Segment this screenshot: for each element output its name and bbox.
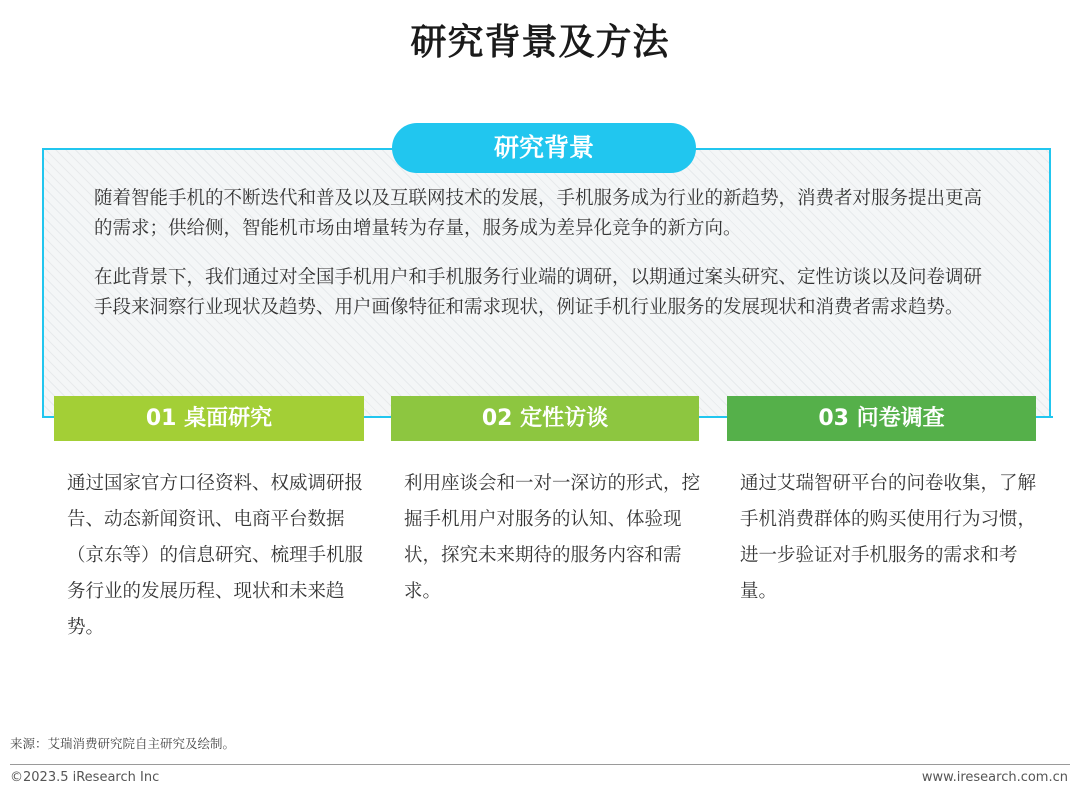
background-text: [94, 184, 999, 342]
connector-line: [1036, 416, 1053, 418]
source-note: 来源：艾瑞消费研究院自主研究及绘制。: [10, 736, 236, 751]
page-title: 研究背景及方法: [410, 22, 670, 63]
copyright-text: ©2023.5 iResearch Inc: [10, 770, 160, 785]
method-text-desk-research: 通过国家官方口径资料、权威调研报告、动态新闻资讯、电商平台数据（京东等）的信息研究、梳理手机服务行业的发展历程、现状和未来趋势。: [67, 473, 364, 638]
method-header-qualitative-interview: 02 定性访谈: [391, 396, 699, 441]
method-text-qualitative-interview: 利用座谈会和一对一深访的形式，挖掘手机用户对服务的认知、体验现状，探究未来期待的服务内容和需求。: [404, 473, 701, 602]
connector-line: [364, 416, 391, 418]
method-header-desk-research: 01 桌面研究: [54, 396, 364, 441]
background-paragraph-1: 随着智能手机的不断迭代和普及以及互联网技术的发展，手机服务成为行业的新趋势，消费者对服务提出更高的需求；供给侧，智能机市场由增量转为存量，服务成为差异化竞争的新方向。: [94, 188, 983, 239]
footer-divider: [10, 764, 1070, 765]
method-text-questionnaire: 通过艾瑞智研平台的问卷收集，了解手机消费群体的购买使用行为习惯，进一步验证对手机服务的需求和考量。: [740, 473, 1037, 602]
connector-line: [699, 416, 727, 418]
background-paragraph-2: 在此背景下，我们通过对全国手机用户和手机服务行业端的调研，以期通过案头研究、定性访谈以及问卷调研手段来洞察行业现状及趋势、用户画像特征和需求现状，例证手机行业服务的发展现状和消费者需求趋势。: [94, 267, 983, 318]
connector-line: [42, 416, 54, 418]
website-link[interactable]: www.iresearch.com.cn: [921, 770, 1068, 785]
method-header-questionnaire: 03 问卷调查: [727, 396, 1036, 441]
background-heading: 研究背景: [392, 123, 696, 173]
